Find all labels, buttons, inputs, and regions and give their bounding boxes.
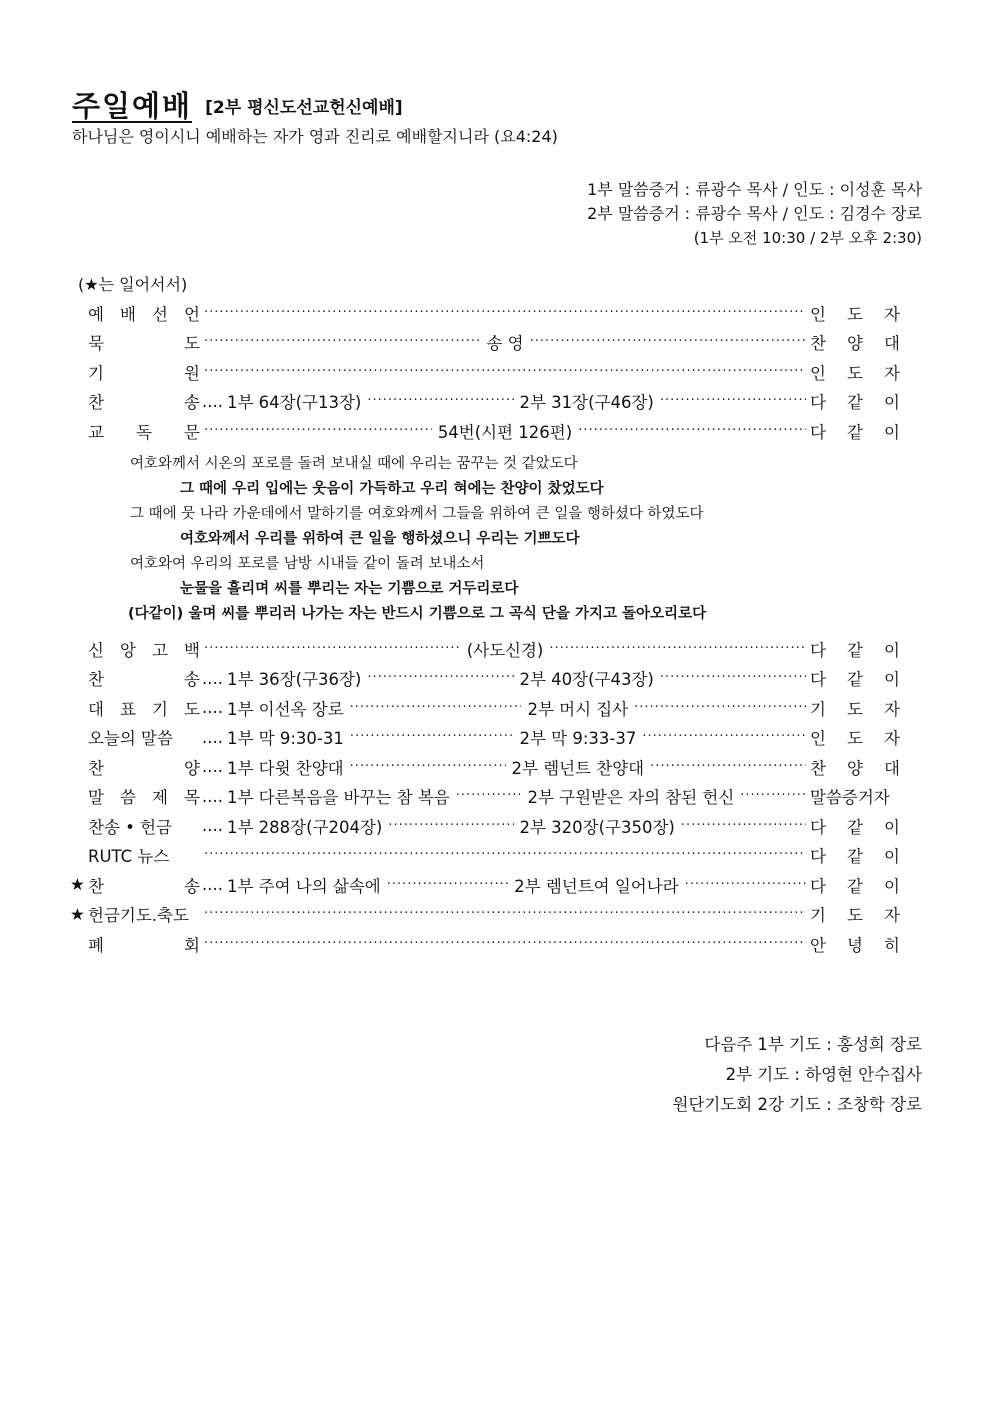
dot-leader: [204, 905, 806, 923]
order-label-char: 언: [184, 304, 200, 324]
order-label-char: 신: [88, 640, 104, 660]
order-row: [70, 664, 900, 694]
order-role-char: 자: [884, 304, 900, 324]
order-label: [88, 637, 200, 661]
order-role-char: 자: [884, 729, 900, 749]
order-label: [88, 389, 200, 413]
dot-leader: [204, 304, 806, 322]
order-item: 2부 구원받은 자의 참된 헌신: [527, 788, 735, 808]
order-label-char: 대: [88, 699, 104, 719]
order-label: [88, 814, 200, 838]
order-role: [810, 902, 900, 926]
dot-leader: [660, 392, 806, 410]
order-role-char: 같: [847, 422, 863, 442]
order-row: [70, 752, 900, 782]
order-role: [810, 725, 900, 749]
order-row: [70, 811, 900, 841]
order-role: [810, 784, 900, 808]
order-role: [810, 637, 900, 661]
order-role-char: 같: [847, 847, 863, 867]
order-label: [88, 301, 200, 325]
order-label-char: 폐: [88, 935, 104, 955]
dot-leader: [456, 787, 522, 805]
order-role-char: 다: [810, 670, 826, 690]
order-role-char: 도: [847, 304, 863, 324]
reading-line-all: (다같이) 울며 씨를 뿌리러 나가는 자는 반드시 기쁨으로 그 곡식 단을 가지고 돌아오리로다: [128, 606, 707, 622]
order-label-char: 도: [184, 699, 200, 719]
order-row: [70, 929, 900, 959]
order-label-char: 고: [152, 640, 168, 660]
order-label: [88, 902, 200, 926]
dot-leader: [204, 333, 480, 351]
order-role: [810, 301, 900, 325]
order-role-char: 안: [810, 935, 826, 955]
stand-star: ★: [70, 904, 85, 924]
order-role-char: 기: [810, 906, 826, 926]
order-role: [810, 389, 900, 413]
order-role: [810, 419, 900, 443]
order-row: [70, 357, 900, 387]
order-role-char: 도: [847, 363, 863, 383]
order-item: 1부 64장(구13장): [226, 393, 362, 413]
lead-dots: ....: [202, 668, 223, 688]
order-role-char: 이: [884, 393, 900, 413]
stand-star: ★: [70, 875, 85, 895]
order-label-char: 예: [88, 304, 104, 324]
responsive-reading: [70, 452, 900, 627]
order-label-char: 씀: [120, 788, 136, 808]
order-row: [70, 870, 900, 900]
leaders-line-2: 2부 말씀증거 : 류광수 목사 / 인도 : 김경수 장로: [587, 204, 922, 223]
order-role: [810, 666, 900, 690]
order-role-char: 이: [884, 422, 900, 442]
order-role-char: 다: [810, 817, 826, 837]
order-label: [88, 725, 200, 749]
order-label-char: 찬: [88, 758, 104, 778]
order-of-service-bottom: [70, 634, 900, 959]
order-item: 1부 주여 나의 삶속에: [226, 876, 381, 896]
order-label: [88, 873, 200, 897]
order-role-char: 히: [884, 935, 900, 955]
order-role: [810, 330, 900, 354]
order-item: 54번(시편 126편): [437, 422, 573, 442]
dot-leader: [685, 876, 806, 894]
order-role-char: 이: [884, 640, 900, 660]
reading-line-people: 그 때에 우리 입에는 웃음이 가득하고 우리 혀에는 찬양이 찼었도다: [180, 481, 604, 497]
order-label-char: 양: [184, 758, 200, 778]
order-label: [88, 360, 200, 384]
order-role-char: 자: [884, 699, 900, 719]
order-role: [810, 814, 900, 838]
reading-line-leader: 여호와여 우리의 포로를 남방 시내들 같이 돌려 보내소서: [130, 556, 485, 572]
order-role: [810, 360, 900, 384]
service-leaders: [587, 178, 922, 250]
order-label-char: 말: [88, 788, 104, 808]
lead-dots: ....: [202, 816, 223, 836]
order-item: 1부 막 9:30-31: [226, 729, 344, 749]
order-role: [810, 843, 900, 867]
order-label-char: 도: [184, 334, 200, 354]
order-role-char: 같: [847, 670, 863, 690]
order-label-char: 찬: [88, 670, 104, 690]
dot-leader: [204, 846, 806, 864]
order-row: [70, 693, 900, 723]
order-label-char: 백: [184, 640, 200, 660]
order-role-char: 다: [810, 847, 826, 867]
reading-line-leader: 여호와께서 시온의 포로를 돌려 보내실 때에 우리는 꿈꾸는 것 같았도다: [130, 456, 578, 472]
lead-dots: ....: [202, 727, 223, 747]
order-role: [810, 932, 900, 956]
order-label-char: 송: [184, 393, 200, 413]
order-item: 2부 렘넌트여 일어나라: [514, 876, 679, 896]
order-item: 1부 이선옥 장로: [226, 699, 344, 719]
dot-leader: [650, 758, 806, 776]
order-label-char: 배: [120, 304, 136, 324]
order-label-char: 헌금기도.축도: [88, 906, 189, 926]
next-week-line-1: 다음주 1부 기도 : 홍성희 장로: [704, 1035, 922, 1054]
order-label-char: 표: [120, 699, 136, 719]
order-of-service-top: [70, 298, 900, 446]
order-label-char: 선: [152, 304, 168, 324]
order-row: [70, 387, 900, 417]
order-role-char: 다: [810, 876, 826, 896]
order-label-char: 회: [184, 935, 200, 955]
order-role-char: 이: [884, 847, 900, 867]
order-label-char: 독: [136, 422, 152, 442]
order-item: 2부 머시 집사: [527, 699, 629, 719]
order-item: 2부 31장(구46장): [519, 393, 654, 413]
order-role-char: 양: [847, 334, 863, 354]
order-role-char: 대: [884, 334, 900, 354]
order-role-char: 같: [847, 393, 863, 413]
order-role-char: 다: [810, 422, 826, 442]
order-item: 1부 36장(구36장): [226, 670, 362, 690]
order-label: [88, 696, 200, 720]
order-label-char: 앙: [120, 640, 136, 660]
order-label: [88, 419, 200, 443]
order-role-char: 도: [847, 906, 863, 926]
dot-leader: [388, 817, 513, 835]
order-item: 2부 40장(구43장): [519, 670, 654, 690]
order-label: [88, 330, 200, 354]
order-role-char: 말씀증거자: [810, 788, 890, 808]
order-label-char: RUTC 뉴스: [88, 847, 170, 867]
dot-leader: [204, 363, 806, 381]
lead-dots: ....: [202, 391, 223, 411]
lead-dots: ....: [202, 757, 223, 777]
order-label-char: 오늘의 말씀: [88, 729, 173, 749]
dot-leader: [367, 392, 513, 410]
order-label: [88, 843, 200, 867]
order-label-char: 찬: [88, 393, 104, 413]
order-role-char: 도: [847, 729, 863, 749]
order-row: [70, 298, 900, 328]
order-role-char: 찬: [810, 334, 826, 354]
reading-line-people: 눈물을 흘리며 씨를 뿌리는 자는 기쁨으로 거두리로다: [180, 581, 519, 597]
dot-leader: [367, 669, 513, 687]
dot-leader: [204, 640, 461, 658]
order-label-char: 찬: [88, 876, 104, 896]
order-row: [70, 841, 900, 871]
lead-dots: ....: [202, 875, 223, 895]
order-row: [70, 723, 900, 753]
dot-leader: [530, 333, 806, 351]
order-role-char: 찬: [810, 758, 826, 778]
dot-leader: [634, 699, 806, 717]
order-role: [810, 696, 900, 720]
order-label-char: 기: [88, 363, 104, 383]
order-role-char: 이: [884, 670, 900, 690]
order-label: [88, 666, 200, 690]
order-item: (사도신경): [466, 640, 544, 660]
order-role-char: 같: [847, 876, 863, 896]
dot-leader: [549, 640, 806, 658]
scripture-verse: 하나님은 영이시니 예배하는 자가 영과 진리로 예배할지니라 (요4:24): [72, 127, 558, 146]
order-role-char: 같: [847, 640, 863, 660]
order-role-char: 다: [810, 640, 826, 660]
lead-dots: ....: [202, 698, 223, 718]
reading-line-people: 여호와께서 우리를 위하여 큰 일을 행하셨으니 우리는 기쁘도다: [180, 531, 580, 547]
next-week-line-2: 2부 기도 : 하영현 안수집사: [725, 1065, 922, 1084]
order-role-char: 인: [810, 304, 826, 324]
order-role-char: 다: [810, 393, 826, 413]
order-item: 1부 다른복음을 바꾸는 참 복음: [226, 788, 450, 808]
order-role-char: 자: [884, 906, 900, 926]
dot-leader: [660, 669, 806, 687]
service-times: (1부 오전 10:30 / 2부 오후 2:30): [693, 229, 922, 247]
order-label-char: 문: [184, 422, 200, 442]
order-label: [88, 784, 200, 808]
order-role-char: 자: [884, 363, 900, 383]
order-row: [70, 416, 900, 446]
order-role-char: 도: [847, 699, 863, 719]
dot-leader: [204, 422, 432, 440]
order-row: [70, 328, 900, 358]
dot-leader: [740, 787, 806, 805]
leaders-line-1: 1부 말씀증거 : 류광수 목사 / 인도 : 이성훈 목사: [587, 180, 922, 199]
dot-leader: [578, 422, 806, 440]
dot-leader: [642, 728, 806, 746]
dot-leader: [681, 817, 806, 835]
order-role-char: 녕: [847, 935, 863, 955]
order-label-char: 송: [184, 876, 200, 896]
order-role: [810, 873, 900, 897]
order-role-char: 이: [884, 817, 900, 837]
order-item: 2부 320장(구350장): [519, 817, 675, 837]
order-label-char: 제: [152, 788, 168, 808]
next-week-prayers: [673, 1030, 923, 1120]
order-label-char: 기: [152, 699, 168, 719]
order-role-char: 기: [810, 699, 826, 719]
page-subtitle: [2부 평신도선교헌신예배]: [205, 98, 403, 118]
dot-leader: [350, 699, 522, 717]
page-title: 주일예배: [72, 89, 193, 123]
order-label-char: 목: [184, 788, 200, 808]
order-item: 1부 288장(구204장): [226, 817, 383, 837]
order-label: [88, 755, 200, 779]
order-role-char: 대: [884, 758, 900, 778]
dot-leader: [350, 758, 506, 776]
order-item: 2부 막 9:33-37: [519, 729, 637, 749]
dot-leader: [350, 728, 514, 746]
order-label-char: 묵: [88, 334, 104, 354]
title-row: [72, 84, 403, 125]
order-label: [88, 932, 200, 956]
order-label-char: 원: [184, 363, 200, 383]
lead-dots: ....: [202, 786, 223, 806]
dot-leader: [204, 935, 806, 953]
dot-leader: [387, 876, 508, 894]
order-row: [70, 782, 900, 812]
order-row: [70, 900, 900, 930]
order-label-char: 찬송 • 헌금: [88, 817, 172, 837]
order-label-char: 송: [184, 670, 200, 690]
order-item: 2부 렘넌트 찬양대: [511, 758, 645, 778]
order-item: 1부 다윗 찬양대: [226, 758, 344, 778]
order-role-char: 인: [810, 363, 826, 383]
order-role: [810, 755, 900, 779]
order-role-char: 같: [847, 817, 863, 837]
order-role-char: 양: [847, 758, 863, 778]
order-item: 송 영: [486, 334, 524, 354]
order-role-char: 인: [810, 729, 826, 749]
order-label-char: 교: [88, 422, 104, 442]
order-row: [70, 634, 900, 664]
order-role-char: 이: [884, 876, 900, 896]
standing-note: (★는 일어서서): [78, 275, 188, 294]
reading-line-leader: 그 때에 뭇 나라 가운데에서 말하기를 여호와께서 그들을 위하여 큰 일을 행하셨다 하였도다: [130, 506, 704, 522]
next-week-line-3: 원단기도회 2강 기도 : 조창학 장로: [672, 1095, 922, 1114]
